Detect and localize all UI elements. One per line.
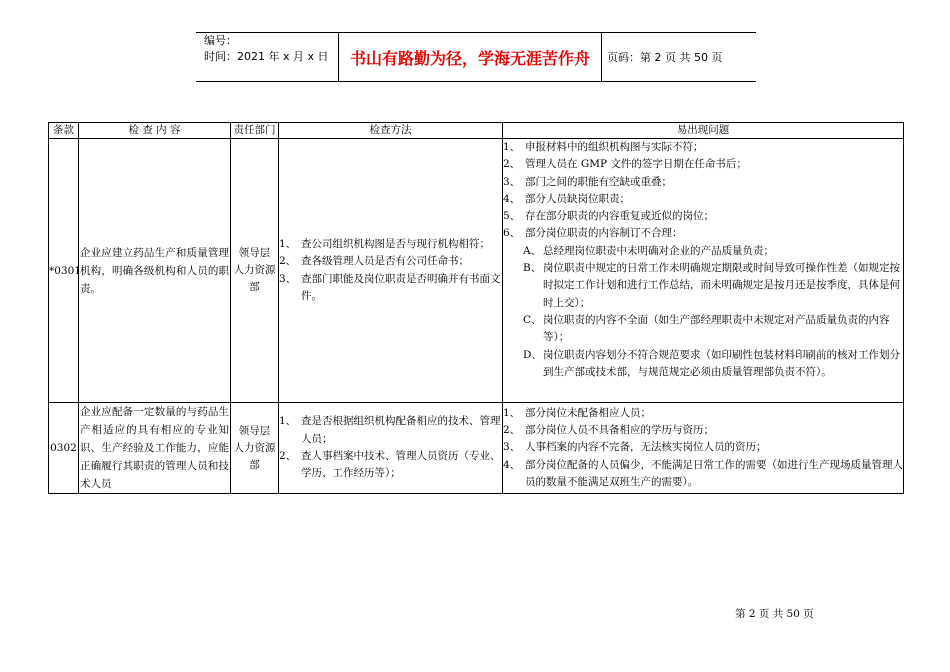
header-dept: 责任部门 [231, 123, 279, 139]
table-header-row [49, 123, 904, 139]
sub-list-item [503, 312, 903, 347]
page-footer: 第 2 页 共 50 页 [735, 608, 814, 620]
item-number: D、 [523, 348, 542, 361]
list-item [503, 174, 903, 191]
item-number: 2、 [279, 255, 297, 268]
item-text: 部分岗位配备的人员偏少，不能满足日常工作的需要（如进行生产现场质量管理人员的数量不能满足双班生产的需要）。 [525, 458, 903, 488]
item-text: 查是否根据组织机构配备相应的技术、管理人员； [301, 415, 501, 445]
item-text: 总经理岗位职责中未明确对企业的产品质量负责； [543, 244, 774, 257]
row-content [79, 403, 231, 494]
item-number: 2、 [503, 158, 521, 171]
header-issue: 易出现问题 [503, 123, 904, 139]
sub-list-item [503, 243, 903, 260]
item-number: C、 [523, 313, 542, 326]
header-method: 检查方法 [279, 123, 503, 139]
list-item [503, 225, 903, 242]
dept-line: 人力资源部 [233, 264, 276, 293]
item-text: 部门之间的职能有空缺或重叠； [525, 175, 672, 188]
dept-line: 领导层 [238, 424, 271, 437]
item-text: 查公司组织机构图是否与现行机构相符； [301, 237, 490, 250]
sub-list-item [503, 347, 903, 382]
list-item [503, 208, 903, 225]
number-label: 编号： [204, 34, 237, 47]
item-number: B、 [523, 262, 542, 275]
list-item [279, 271, 502, 306]
row-dept [231, 139, 279, 403]
row-issue [503, 139, 904, 403]
item-text: 岗位职责的内容不全面（如生产部经理职责中未规定对产品质量负责的内容等）； [543, 313, 890, 344]
item-number: 2、 [279, 450, 297, 462]
row-content-text: 企业应建立药品生产和质量管理机构，明确各级机构和人员的职责。 [80, 246, 229, 295]
item-number: 3、 [503, 175, 521, 188]
row-code: 0302 [49, 403, 79, 494]
header-meta [196, 33, 338, 81]
list-item [503, 457, 903, 492]
list-item [503, 422, 903, 439]
list-item [279, 236, 502, 253]
item-number: 2、 [503, 424, 521, 437]
list-item [279, 413, 502, 448]
list-item [503, 139, 903, 156]
item-number: 1、 [279, 415, 297, 428]
dept-line: 人力资源部 [233, 441, 276, 471]
inspection-table [48, 122, 904, 494]
row-method [279, 139, 503, 403]
header-page-info: 页码：第 2 页 共 50 页 [607, 51, 723, 64]
row-content-text: 企业应配备一定数量的与药品生产相适应的具有相应的专业知识、生产经验及工作能力，应能正确履行其职责的管理人员和技术人员 [80, 406, 229, 490]
item-number: 4、 [503, 458, 521, 471]
item-number: A、 [523, 244, 542, 257]
item-text: 岗位职责中规定的日常工作未明确规定期限或时间导致可操作性差（如规定按时拟定工作计划和进行工作总结，而未明确规定是按月还是按季度，具体是何时上交）； [543, 262, 900, 309]
list-item [503, 191, 903, 208]
item-number: 4、 [503, 192, 521, 205]
header-content: 检 查 内 容 [79, 123, 231, 139]
item-number: 6、 [503, 227, 521, 240]
table-row [49, 139, 904, 403]
item-number: 5、 [503, 210, 521, 223]
row-method [279, 403, 503, 494]
item-number: 3、 [503, 441, 521, 454]
list-item [279, 253, 502, 270]
list-item [503, 156, 903, 173]
item-number: 1、 [503, 141, 521, 153]
item-text: 存在部分职责的内容重复或近似的岗位； [525, 210, 714, 223]
row-dept [231, 403, 279, 494]
item-text: 管理人员在 GMP 文件的签字日期在任命书后； [525, 158, 747, 171]
time-label: 时间：2021 年 x 月 x 日 [204, 50, 329, 63]
header-slogan: 书山有路勤为径，学海无涯苦作舟 [338, 33, 602, 81]
item-text: 部分人员缺岗位职责； [525, 192, 630, 205]
item-text: 申报材料中的组织机构图与实际不符； [525, 141, 704, 153]
row-content [79, 139, 231, 403]
item-text: 部分岗位未配备相应人员； [525, 406, 651, 419]
sub-list-item [503, 260, 903, 312]
item-text: 查人事档案中技术、管理人员资历（专业、学历、工作经历等）； [301, 450, 501, 480]
item-text: 部分岗位职责的内容制订不合理： [525, 227, 683, 240]
item-text: 查各级管理人员是否有公司任命书； [301, 255, 469, 268]
item-number: 1、 [503, 406, 521, 419]
item-text: 岗位职责内容划分不符合规范要求（如印刷性包装材料印刷前的核对工作划分到生产部或技术部，与规范规定必须由质量管理部负责不符）。 [543, 348, 900, 378]
list-item [503, 439, 903, 456]
item-number: 3、 [279, 272, 297, 285]
item-text: 查部门职能及岗位职责是否明确并有书面文件。 [301, 272, 501, 302]
row-code: *0301 [49, 139, 79, 403]
item-text: 部分岗位人员不具备相应的学历与资历； [525, 424, 714, 437]
row-issue [503, 403, 904, 494]
table-row [49, 403, 904, 494]
page-header [196, 32, 756, 82]
header-code: 条款 [49, 123, 79, 139]
list-item [503, 405, 903, 422]
list-item [279, 448, 502, 483]
dept-line: 领导层 [238, 247, 271, 259]
item-number: 1、 [279, 237, 297, 250]
item-text: 人事档案的内容不完备，无法核实岗位人员的资历； [525, 441, 767, 454]
